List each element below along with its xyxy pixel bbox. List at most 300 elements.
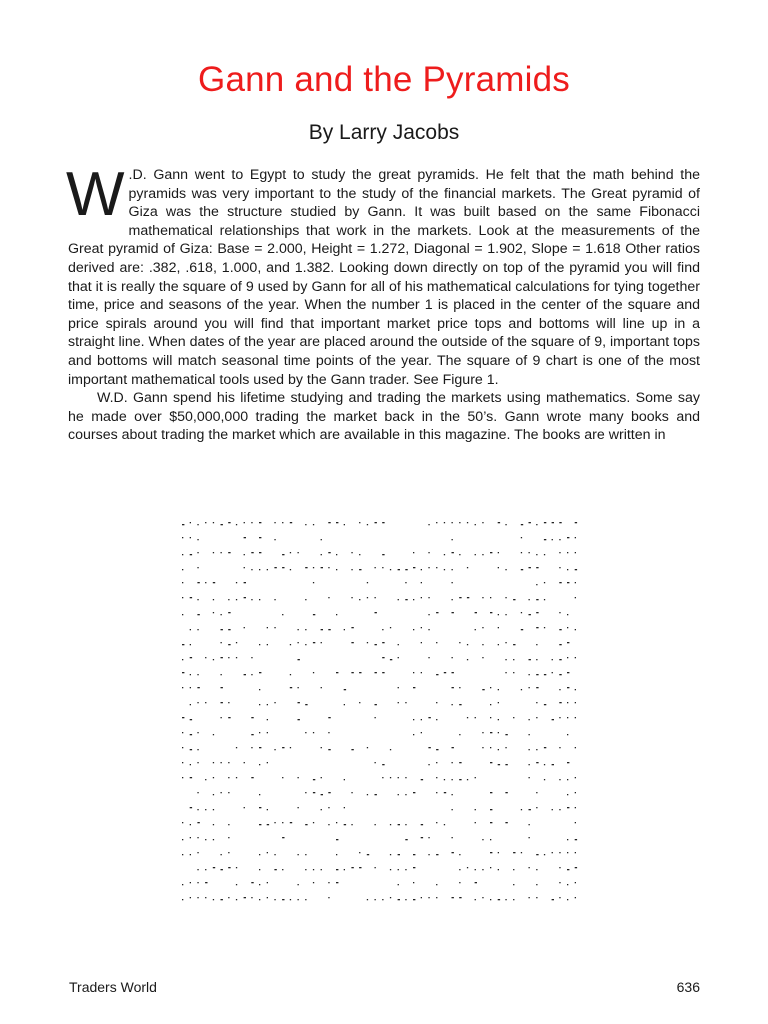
figure-dot <box>305 629 306 630</box>
figure-dot <box>559 522 561 523</box>
figure-dot <box>521 524 523 525</box>
figure-dot <box>336 822 337 823</box>
figure-dot <box>575 747 576 748</box>
figure-dot <box>182 644 184 645</box>
figure-dot <box>344 869 345 870</box>
figure-dot <box>575 717 576 718</box>
figure-dot <box>182 822 183 823</box>
figure-dot <box>359 569 361 570</box>
figure-dot <box>559 882 560 883</box>
figure-dot <box>421 642 422 643</box>
figure-dot <box>213 794 214 795</box>
figure-dot <box>559 612 560 613</box>
byline: By Larry Jacobs <box>308 121 460 144</box>
figure-dot <box>367 747 368 748</box>
figure-dot <box>213 777 214 778</box>
figure-dot <box>421 582 422 583</box>
figure-dot <box>490 822 492 823</box>
figure-dot <box>328 882 329 883</box>
figure-dot <box>382 522 384 523</box>
figure-dot <box>367 794 368 795</box>
figure-dot <box>190 897 191 898</box>
figure-dot <box>482 597 483 598</box>
figure-dot <box>544 854 545 855</box>
figure-dot <box>251 777 253 778</box>
figure-dot <box>321 629 323 630</box>
figure-dot <box>251 599 252 600</box>
figure-dot <box>390 869 391 870</box>
figure-dot <box>197 599 198 600</box>
figure-dot <box>205 882 207 883</box>
figure-dot <box>182 659 183 660</box>
figure-dot <box>444 672 446 673</box>
figure-dot <box>459 854 460 855</box>
figure-dot <box>413 672 414 673</box>
figure-dot <box>259 537 261 538</box>
figure-dot <box>436 854 438 855</box>
figure-dot <box>436 897 437 898</box>
figure-dot <box>190 522 191 523</box>
figure-dot <box>536 524 537 525</box>
figure-dot <box>452 582 453 583</box>
figure-dot <box>475 777 476 778</box>
figure-dot <box>467 567 468 568</box>
figure-dot <box>536 627 538 628</box>
figure-dot <box>375 644 377 645</box>
figure-dot <box>182 687 183 688</box>
figure-dot <box>221 762 222 763</box>
figure-dot <box>244 567 245 568</box>
figure-dot <box>544 764 545 765</box>
figure-dot <box>421 569 422 570</box>
figure-dot <box>182 569 183 570</box>
figure-dot <box>213 867 215 868</box>
figure-dot <box>498 749 499 750</box>
figure-dot <box>251 552 253 553</box>
figure-dot <box>390 824 391 825</box>
figure-dot <box>398 687 399 688</box>
figure-dot <box>421 597 422 598</box>
figure-dot <box>313 882 314 883</box>
figure-dot <box>459 522 460 523</box>
figure-dot <box>536 884 537 885</box>
figure-dot <box>459 704 461 705</box>
figure-dot <box>529 809 531 810</box>
figure-dot <box>351 597 352 598</box>
figure-dot <box>567 779 568 780</box>
figure-dot <box>575 897 576 898</box>
figure-dot <box>336 854 337 855</box>
figure-dot <box>359 672 361 673</box>
figure-dot <box>513 884 514 885</box>
figure-dot <box>559 747 560 748</box>
figure-dot <box>259 807 261 808</box>
figure-dot <box>298 807 299 808</box>
figure-dot <box>436 762 437 763</box>
figure-dot <box>259 689 260 690</box>
figure-dot <box>259 884 260 885</box>
figure-dot <box>213 899 214 900</box>
figure-dot <box>529 867 530 868</box>
figure-dot <box>405 777 406 778</box>
figure-dot <box>459 597 461 598</box>
figure-dot <box>197 749 198 750</box>
figure-dot <box>282 777 283 778</box>
figure-dot <box>228 717 230 718</box>
figure-dot <box>505 659 506 660</box>
figure-dot <box>259 764 260 765</box>
figure-dot <box>559 659 561 660</box>
figure-dot <box>544 539 546 540</box>
figure-dot <box>490 732 492 733</box>
figure-dot <box>428 629 429 630</box>
figure-dot <box>267 809 268 810</box>
figure-dot <box>498 552 499 553</box>
figure-dot <box>313 792 315 793</box>
figure-dot <box>452 852 454 853</box>
figure-dot <box>436 702 437 703</box>
figure-dot <box>575 522 577 523</box>
figure-dot <box>267 824 269 825</box>
figure-dot <box>567 642 569 643</box>
figure-dot <box>398 657 399 658</box>
figure-dot <box>267 897 268 898</box>
figure-dot <box>452 779 453 780</box>
figure-dot <box>344 824 346 825</box>
figure-dot <box>529 749 530 750</box>
figure-dot <box>221 642 222 643</box>
figure-dot <box>321 777 322 778</box>
figure-dot <box>482 732 483 733</box>
figure-dot <box>228 777 229 778</box>
figure-dot <box>259 644 260 645</box>
figure-dot <box>405 599 407 600</box>
figure-dot <box>344 689 346 690</box>
figure-dot <box>259 704 260 705</box>
figure-dot <box>197 732 198 733</box>
figure-dot <box>559 897 560 898</box>
figure-dot <box>490 747 491 748</box>
figure-dot <box>421 824 423 825</box>
figure-dot <box>459 869 460 870</box>
figure-dot <box>274 749 275 750</box>
figure-dot <box>298 659 300 660</box>
figure-dot <box>344 524 345 525</box>
figure-dot <box>575 852 576 853</box>
figure-dot <box>567 569 568 570</box>
figure-dot <box>375 522 377 523</box>
figure-dot <box>444 779 445 780</box>
figure-dot <box>367 854 369 855</box>
figure-dot <box>182 732 183 733</box>
figure-dot <box>521 569 523 570</box>
figure-dot <box>567 839 568 840</box>
figure-dot <box>236 884 237 885</box>
figure-dot <box>452 687 454 688</box>
figure-dot <box>505 614 506 615</box>
figure-dot <box>567 807 569 808</box>
figure-dot <box>482 897 483 898</box>
figure-dot <box>405 582 406 583</box>
figure-dot <box>375 867 376 868</box>
figure-dot <box>290 687 292 688</box>
figure-dot <box>390 627 391 628</box>
figure-dot <box>228 792 229 793</box>
figure-dot <box>205 779 206 780</box>
figure-dot <box>544 522 546 523</box>
figure-dot <box>536 687 538 688</box>
figure-dot <box>398 854 400 855</box>
figure-dot <box>444 522 445 523</box>
figure-dot <box>328 629 330 630</box>
figure-dot <box>336 522 338 523</box>
figure-dot <box>328 749 330 750</box>
figure-dot <box>313 869 314 870</box>
figure-dot <box>251 717 253 718</box>
figure-dot <box>475 809 476 810</box>
figure-dot <box>482 522 483 523</box>
figure-dot <box>513 659 514 660</box>
figure-dot <box>190 644 191 645</box>
figure-dot <box>536 674 538 675</box>
figure-dot <box>267 852 268 853</box>
figure-dot <box>544 674 546 675</box>
figure-dot <box>413 552 414 553</box>
figure-dot <box>267 719 268 720</box>
figure-dot <box>452 522 453 523</box>
figure-dot <box>375 704 377 705</box>
figure-dot <box>490 809 492 810</box>
figure-dot <box>282 614 283 615</box>
figure-dot <box>513 672 514 673</box>
figure-dot <box>182 597 183 598</box>
figure-dot <box>298 642 299 643</box>
figure-dot <box>336 839 338 840</box>
figure-dot <box>498 869 499 870</box>
figure-dot <box>197 687 199 688</box>
figure-dot <box>344 779 345 780</box>
figure-dot <box>482 657 483 658</box>
figure-dot <box>351 627 353 628</box>
figure-dot <box>498 719 499 720</box>
figure-dot <box>467 779 468 780</box>
figure-dot <box>413 687 415 688</box>
figure-dot <box>221 869 223 870</box>
figure-dot <box>459 882 460 883</box>
figure-dot <box>567 672 569 673</box>
figure-dot <box>575 839 577 840</box>
figure-dot <box>467 522 468 523</box>
figure-dot <box>498 899 500 900</box>
figure-dot <box>529 719 530 720</box>
figure-dot <box>274 869 276 870</box>
figure-dot <box>197 552 198 553</box>
figure-dot <box>428 897 429 898</box>
figure-dot <box>559 852 560 853</box>
figure-dot <box>559 779 560 780</box>
figure-dot <box>259 747 261 748</box>
figure-dot <box>313 614 315 615</box>
figure-dot <box>521 612 522 613</box>
figure-dot <box>428 747 430 748</box>
figure-dot <box>321 687 322 688</box>
figure-dot <box>467 597 469 598</box>
figure-dot <box>421 897 422 898</box>
figure-dot <box>459 642 460 643</box>
figure-dot <box>328 552 330 553</box>
figure-dot <box>398 884 399 885</box>
figure-dot <box>359 522 360 523</box>
figure-dot <box>298 899 299 900</box>
figure-dot <box>267 732 268 733</box>
figure-dot <box>298 884 299 885</box>
figure-dot <box>298 552 299 553</box>
figure-dot <box>213 809 214 810</box>
figure-dot <box>459 687 460 688</box>
figure-dot <box>251 657 252 658</box>
figure-dot <box>482 554 483 555</box>
figure-dot <box>375 794 377 795</box>
figure-dot <box>490 839 491 840</box>
figure-dot <box>382 764 384 765</box>
figure-dot <box>413 734 414 735</box>
figure-dot <box>236 867 237 868</box>
figure-dot <box>428 854 429 855</box>
figure-dot <box>205 702 206 703</box>
figure-dot <box>398 899 400 900</box>
figure-dot <box>336 614 337 615</box>
figure-dot <box>475 612 477 613</box>
figure-dot <box>190 537 191 538</box>
figure-dot <box>282 554 284 555</box>
figure-dot <box>505 569 506 570</box>
figure-dot <box>405 569 407 570</box>
figure-dot <box>390 749 391 750</box>
figure-dot <box>544 779 545 780</box>
figure-dot <box>382 657 384 658</box>
figure-dot <box>375 567 376 568</box>
figure-dot <box>444 792 446 793</box>
figure-dot <box>259 869 260 870</box>
figure-dot <box>313 672 314 673</box>
figure-dot <box>452 747 454 748</box>
figure-dot <box>498 764 500 765</box>
figure-dot <box>367 597 368 598</box>
figure-dot <box>197 897 198 898</box>
figure-dot <box>452 552 454 553</box>
figure-dot <box>251 674 252 675</box>
figure-dot <box>236 657 237 658</box>
figure-dot <box>282 822 283 823</box>
figure-dot <box>490 704 491 705</box>
figure-dot <box>475 524 476 525</box>
figure-dot <box>382 554 384 555</box>
figure-dot <box>452 794 453 795</box>
figure-dot <box>536 584 537 585</box>
figure-dot <box>413 567 415 568</box>
figure-dot <box>251 734 253 735</box>
figure-dot <box>552 719 554 720</box>
figure-dot <box>375 899 376 900</box>
figure-dot <box>190 777 192 778</box>
figure-dot <box>274 627 275 628</box>
figure-dot <box>498 614 499 615</box>
figure-dot <box>213 734 214 735</box>
figure-dot <box>405 824 406 825</box>
figure-dot <box>452 657 453 658</box>
figure-dot <box>459 554 460 555</box>
figure-dot <box>398 777 399 778</box>
figure-dot <box>197 674 198 675</box>
figure-dot <box>452 539 453 540</box>
figure-dot <box>197 837 198 838</box>
figure-dot <box>182 839 183 840</box>
figure-dot <box>259 552 261 553</box>
figure-dot <box>313 567 314 568</box>
figure-dot <box>513 599 515 600</box>
figure-dot <box>436 749 438 750</box>
figure-dot <box>190 764 191 765</box>
figure-dot <box>544 627 545 628</box>
figure-dot <box>428 614 429 615</box>
figure-dot <box>382 567 383 568</box>
figure-dot <box>351 569 352 570</box>
figure-dot <box>190 854 191 855</box>
figure-dot <box>444 569 445 570</box>
figure-dot <box>351 672 353 673</box>
figure-dot <box>529 824 530 825</box>
figure-dot <box>513 869 514 870</box>
figure-dot <box>221 702 223 703</box>
figure-dot <box>536 567 538 568</box>
figure-dot <box>567 627 568 628</box>
figure-dot <box>575 689 576 690</box>
figure-dot <box>221 717 222 718</box>
figure-dot <box>413 867 415 868</box>
figure-dot <box>228 897 229 898</box>
figure-dot <box>182 899 183 900</box>
figure-dot <box>221 614 222 615</box>
figure-dot <box>575 792 576 793</box>
figure-dot <box>536 599 538 600</box>
figure-dot <box>197 882 198 883</box>
figure-dot <box>575 597 576 598</box>
figure-dot <box>552 899 554 900</box>
figure-dot <box>259 794 260 795</box>
figure-dot <box>536 762 538 763</box>
drop-cap: W <box>66 160 125 229</box>
figure-dot <box>182 747 183 748</box>
figure-dot <box>536 702 537 703</box>
article-body <box>66 160 700 445</box>
figure-dot <box>575 552 576 553</box>
paragraph-1 <box>66 160 700 389</box>
figure-dot <box>490 792 492 793</box>
figure-dot <box>436 884 437 885</box>
figure-dot <box>213 659 214 660</box>
figure-dot <box>321 809 322 810</box>
figure-dot <box>544 554 545 555</box>
figure-dot <box>536 854 538 855</box>
figure-dot <box>290 569 291 570</box>
figure-dot <box>244 582 246 583</box>
figure-dot <box>190 657 192 658</box>
figure-dot <box>529 659 531 660</box>
figure-dot <box>182 884 183 885</box>
figure-dot <box>544 582 545 583</box>
figure-dot <box>405 702 406 703</box>
figure-dot <box>575 629 576 630</box>
